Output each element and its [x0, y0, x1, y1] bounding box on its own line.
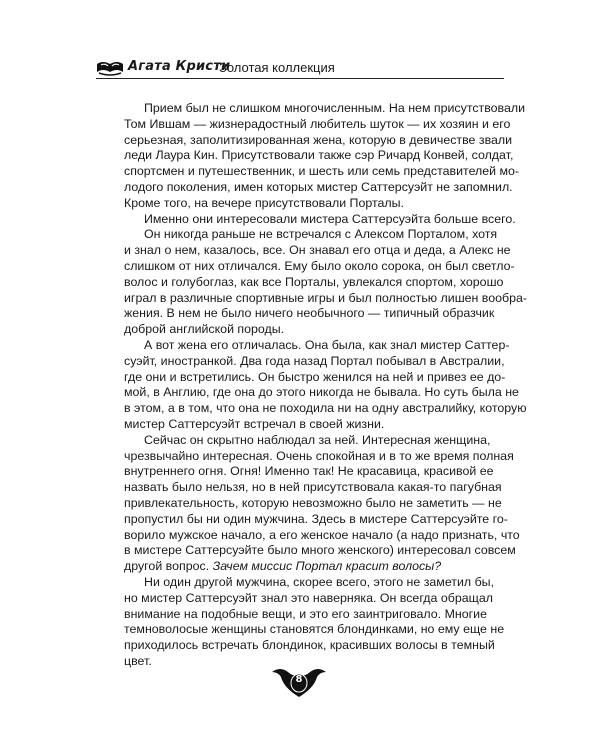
- author-brand: Агата Кристи: [128, 59, 231, 74]
- text-line: А вот жена его отличалась. Она была, как знал мистер Саттер-: [144, 337, 510, 352]
- text-line: но мистер Саттерсуэйт знал это наверняка. Он всегда обращал: [124, 590, 493, 605]
- text-line: ворило мужское начало, а его женское начало (а надо признать, что: [124, 527, 520, 542]
- italic-question: Зачем миссис Портал красит волосы?: [212, 559, 442, 574]
- text-line: пропустил бы ни один мужчина. Здесь в мистере Саттерсуэйте го-: [124, 511, 508, 526]
- text-line: мой, в Англию, где она до этого никогда не бывала. Но суть была не: [124, 385, 519, 400]
- text-line: привлекательность, которую невозможно было не заметить — не: [124, 495, 502, 510]
- text-line: внутреннего огня. Огня! Именно так! Не красавица, красивой ее: [124, 464, 494, 479]
- text-line: Он никогда раньше не встречался с Алексом Порталом, хотя: [144, 227, 498, 242]
- text-line: приходилось встречать блондинок, красивших волосы в темный: [124, 638, 495, 653]
- text-line: и знал о нем, казалось, все. Он знавал его отца и деда, а Алекс не: [124, 243, 511, 258]
- text-line: жения. В нем не было ничего необычного — типичный образчик: [124, 306, 495, 321]
- text-line: Том Ившам — жизнерадостный любитель шуток — их хозяин и его: [124, 116, 511, 131]
- text-line: доброй английской породы.: [124, 322, 285, 337]
- text-line: спортсмен и путешественник, и шесть или семь представителей мо-: [124, 164, 520, 179]
- text-line: мистер Саттерсуэйт встречал в своей жизни.: [124, 416, 385, 431]
- series-title: Золотая коллекция: [219, 60, 335, 75]
- body-text: [124, 101, 528, 670]
- running-header: [96, 58, 504, 80]
- text-line: назвать было нельзя, но в ней присутствовала какая-то пагубная: [124, 480, 502, 495]
- text-line: [124, 559, 487, 575]
- text-line: Именно они интересовали мистера Саттерсуэйта больше всего.: [144, 211, 516, 226]
- text-line: слишком от них отличался. Ему было около сорока, он был светло-: [124, 258, 515, 273]
- book-logo-icon: [96, 60, 124, 76]
- text-line: чрезвычайно интересная. Очень спокойная и в то же время полная: [124, 448, 514, 463]
- text-line: Ни один другой мужчина, скорее всего, этого не заметил бы,: [144, 574, 495, 589]
- header-rule: [96, 78, 504, 79]
- text-line: суэйт, иностранкой. Два года назад Портал побывал в Австралии,: [124, 353, 505, 368]
- text-line: серьезная, заполитизированная жена, которую в девичестве звали: [124, 132, 513, 147]
- page-number: 8: [295, 674, 303, 685]
- text-line: внимание на подобные вещи, и это его заинтриговало. Многие: [124, 606, 487, 621]
- text-line: Прием был не слишком многочисленным. На нем присутствовали: [144, 101, 526, 115]
- page-folio: [270, 664, 328, 700]
- text-line: леди Лаура Кин. Присутствовали также сэр Ричард Конвей, солдат,: [124, 148, 514, 163]
- text-line: темноволосые женщины становятся блондинками, но ему еще не: [124, 622, 505, 637]
- text-line: где они и встретились. Он быстро женился на ней и привез ее до-: [124, 369, 506, 384]
- text-line: играл в различные спортивные игры и был полностью лишен вообра-: [124, 290, 528, 305]
- text-line: волос и голубоглаз, как все Порталы, увлекался спортом, хорошо: [124, 274, 504, 289]
- text-line: цвет.: [124, 653, 152, 668]
- text-fragment: другой вопрос.: [124, 559, 210, 574]
- text-line: лодого поколения, имен которых мистер Саттерсуэйт не запомнил.: [124, 179, 513, 194]
- text-line: в этом, а в том, что она не походила ни на одну австралийку, которую: [124, 401, 527, 416]
- text-line: Сейчас он скрытно наблюдал за ней. Интересная женщина,: [144, 432, 491, 447]
- text-line: Кроме того, на вечере присутствовали Порталы.: [124, 195, 404, 210]
- text-line: в мистере Саттерсуэйте было много женского) интересовал совсем: [124, 543, 516, 558]
